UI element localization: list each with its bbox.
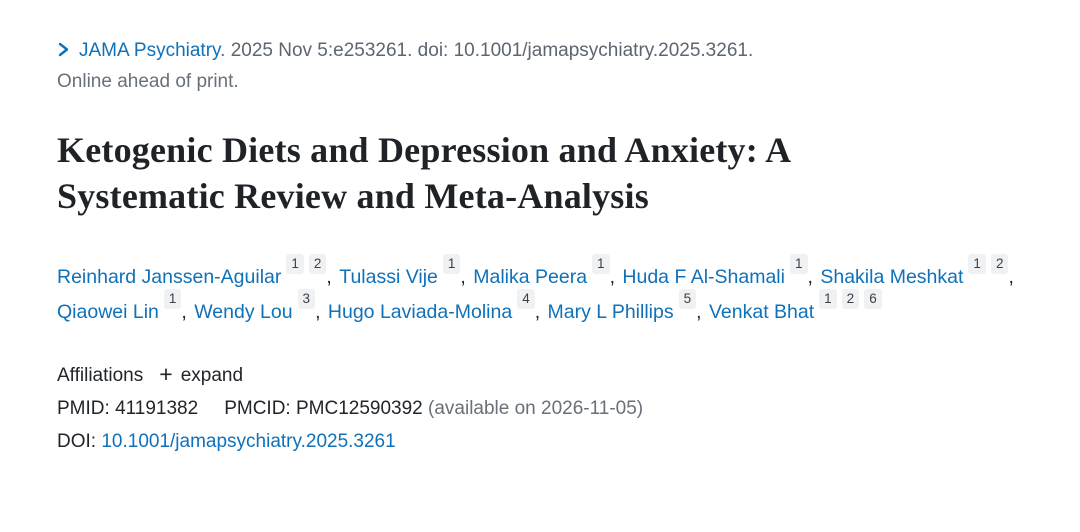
- pmid-label: PMID:: [57, 397, 110, 419]
- author-affiliation-sup[interactable]: 1: [164, 289, 182, 309]
- author-affiliation-sup[interactable]: 1: [968, 254, 986, 274]
- author-affiliation-sup[interactable]: 1: [286, 254, 304, 274]
- author-link[interactable]: Hugo Laviada-Molina: [327, 300, 513, 323]
- author-affiliation-sup[interactable]: 2: [842, 289, 860, 309]
- expand-affiliations-button[interactable]: [159, 360, 243, 387]
- author-separator: ,: [1008, 265, 1014, 288]
- author-link[interactable]: Qiaowei Lin: [57, 300, 159, 323]
- article-title: [57, 127, 1023, 220]
- author-link[interactable]: Reinhard Janssen-Aguilar: [57, 265, 282, 288]
- author-link[interactable]: Wendy Lou: [194, 300, 293, 323]
- pmcid-availability-note: (available on 2026-11-05): [428, 397, 644, 419]
- author-link[interactable]: Mary L Phillips: [547, 300, 674, 323]
- article-title-line2: Systematic Review and Meta-Analysis: [57, 176, 649, 217]
- author-separator: ,: [807, 265, 819, 288]
- pmcid-label: PMCID:: [224, 397, 291, 419]
- author-affiliation-sup[interactable]: 1: [790, 254, 808, 274]
- pmcid-value: PMC12590392: [295, 397, 423, 419]
- expand-label: expand: [180, 364, 244, 386]
- author-affiliation-sup[interactable]: 2: [991, 254, 1009, 274]
- plus-icon: +: [159, 360, 173, 387]
- doi-link[interactable]: 10.1001/jamapsychiatry.2025.3261: [101, 430, 396, 452]
- citation-text: . 2025 Nov 5:e253261. doi: 10.1001/jamapsychiatry.2025.3261.: [220, 40, 754, 61]
- journal-citation-row: [57, 40, 1023, 62]
- author-link[interactable]: Tulassi Vije: [339, 265, 438, 288]
- affiliations-label: Affiliations: [57, 364, 144, 386]
- author-affiliation-sup[interactable]: 3: [298, 289, 316, 309]
- author-affiliation-sup[interactable]: 5: [679, 289, 697, 309]
- author-affiliation-sup[interactable]: 1: [592, 254, 610, 274]
- author-separator: ,: [315, 300, 326, 323]
- author-separator: ,: [696, 300, 707, 323]
- author-separator: ,: [326, 265, 338, 288]
- author-affiliation-sup[interactable]: 4: [517, 289, 535, 309]
- author-affiliation-sup[interactable]: 6: [864, 289, 882, 309]
- author-link[interactable]: Huda F Al-Shamali: [622, 265, 785, 288]
- pmid-value: 41191382: [115, 397, 199, 419]
- author-link[interactable]: Shakila Meshkat: [820, 265, 964, 288]
- doi-label: DOI:: [57, 430, 97, 452]
- author-link[interactable]: Venkat Bhat: [708, 300, 815, 323]
- author-affiliation-sup[interactable]: 1: [443, 254, 461, 274]
- journal-toggle-link[interactable]: JAMA Psychiatry: [79, 40, 221, 61]
- author-separator: ,: [534, 300, 546, 323]
- chevron-right-icon[interactable]: [57, 40, 70, 62]
- ahead-of-print-text: Online ahead of print.: [57, 71, 239, 92]
- author-affiliation-sup[interactable]: 1: [819, 289, 837, 309]
- author-link[interactable]: Malika Peera: [473, 265, 588, 288]
- author-affiliation-sup[interactable]: 2: [309, 254, 327, 274]
- author-separator: ,: [460, 265, 472, 288]
- author-separator: ,: [181, 300, 193, 323]
- article-title-line1: Ketogenic Diets and Depression and Anxiety: A: [57, 130, 792, 170]
- affiliations-row: [57, 360, 1023, 387]
- doi-row: [57, 431, 1023, 453]
- pmid-pmcid-row: [57, 398, 1023, 420]
- author-separator: ,: [609, 265, 621, 288]
- authors-list: [57, 256, 1023, 330]
